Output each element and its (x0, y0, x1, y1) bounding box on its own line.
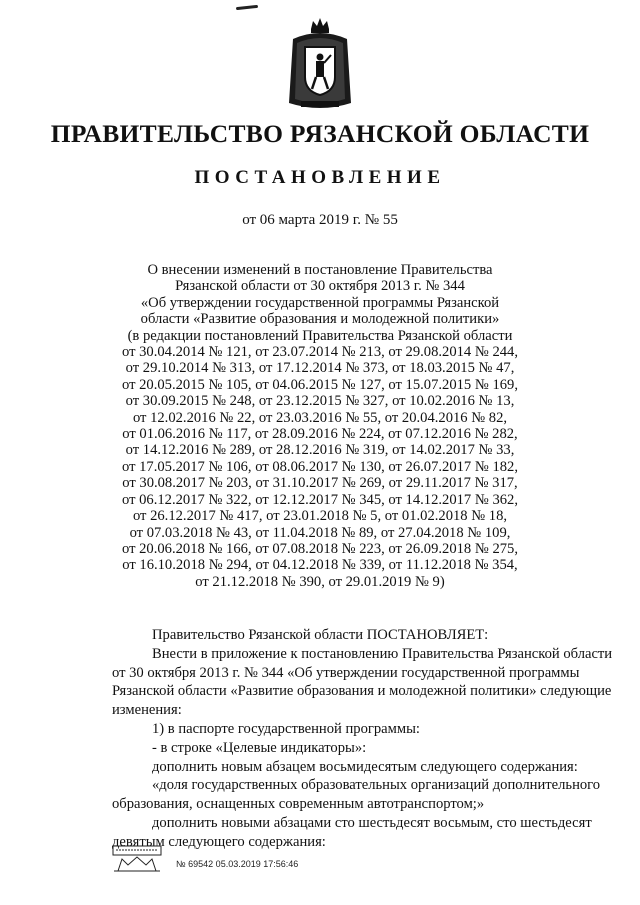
paragraph-line: девятым следующего содержания: (112, 833, 326, 850)
subject-line: от 06.12.2017 № 322, от 12.12.2017 № 345, от 14.12.2017 № 362, (122, 491, 518, 508)
document-body (112, 626, 612, 852)
subject-line: от 01.06.2016 № 117, от 28.09.2016 № 224, от 07.12.2016 № 282, (122, 426, 518, 443)
paragraph-line: изменения: (112, 702, 182, 719)
subject-line: от 30.09.2015 № 248, от 23.12.2015 № 327, от 10.02.2016 № 13, (125, 393, 515, 410)
document-type: ПОСТАНОВЛЕНИЕ (194, 167, 446, 188)
subject-line: (в редакции постановлений Правительства Рязанской области (127, 327, 513, 344)
document-subject (60, 262, 580, 590)
subject-line: от 21.12.2018 № 390, от 29.01.2019 № 9) (195, 573, 445, 590)
subject-line: от 30.08.2017 № 203, от 31.10.2017 № 269, от 29.11.2017 № 317, (122, 475, 518, 492)
subject-line: от 26.12.2017 № 417, от 23.01.2018 № 5, от 01.02.2018 № 18, (132, 508, 508, 525)
subject-line: от 30.04.2014 № 121, от 23.07.2014 № 213, от 29.08.2014 № 244, (122, 344, 518, 361)
subject-line: от 12.02.2016 № 22, от 23.03.2016 № 55, от 20.04.2016 № 82, (132, 409, 508, 426)
subject-line: области «Развитие образования и молодежной политики» (140, 311, 500, 328)
subject-line: от 17.05.2017 № 106, от 08.06.2017 № 130, от 26.07.2017 № 182, (122, 458, 518, 475)
subject-line: от 14.12.2016 № 289, от 28.12.2016 № 319, от 14.02.2017 № 33, (125, 442, 515, 459)
decree-line: Правительство Рязанской области ПОСТАНОВЛЯЕТ: (152, 627, 489, 643)
subject-line: Рязанской области от 30 октября 2013 г. № 344 (175, 278, 465, 295)
subject-line: от 20.05.2015 № 105, от 04.06.2015 № 127, от 15.07.2015 № 169, (122, 376, 518, 393)
subject-line: от 29.10.2014 № 313, от 17.12.2014 № 373, от 18.03.2015 № 47, (125, 360, 515, 377)
coat-of-arms-emblem (287, 15, 353, 115)
paragraph-line: Рязанской области «Развитие образования и молодежной политики» следующие (112, 683, 612, 700)
paragraph-line: Внести в приложение к постановлению Правительства Рязанской области (152, 645, 613, 662)
list-item: 1) в паспорте государственной программы: (152, 720, 420, 737)
registry-stamp-icon (112, 845, 162, 873)
scan-mark (236, 5, 258, 10)
paragraph-line: дополнить новым абзацем восьмидесятым следующего содержания: (152, 758, 578, 775)
subject-line: от 20.06.2018 № 166, от 07.08.2018 № 223, от 26.09.2018 № 275, (122, 540, 518, 557)
registration-number: № 69542 05.03.2019 17:56:46 (176, 859, 299, 869)
quote-line: образования, оснащенных современным автотранспортом;» (112, 796, 485, 813)
paragraph-line: дополнить новыми абзацами сто шестьдесят восьмым, сто шестьдесят (152, 814, 592, 831)
paragraph-line: от 30 октября 2013 г. № 344 «Об утверждении государственной программы (112, 664, 580, 681)
document-date-number: от 06 марта 2019 г. № 55 (242, 212, 398, 228)
government-title: ПРАВИТЕЛЬСТВО РЯЗАНСКОЙ ОБЛАСТИ (50, 119, 590, 148)
list-item: - в строке «Целевые индикаторы»: (152, 739, 367, 756)
subject-line: от 16.10.2018 № 294, от 04.12.2018 № 339, от 11.12.2018 № 354, (122, 557, 518, 574)
subject-line: О внесении изменений в постановление Правительства (147, 262, 493, 278)
quote-line: «доля государственных образовательных организаций дополнительного (152, 777, 601, 794)
subject-line: «Об утверждении государственной программы Рязанской (140, 294, 500, 311)
subject-line: от 07.03.2018 № 43, от 11.04.2018 № 89, от 27.04.2018 № 109, (129, 524, 511, 541)
